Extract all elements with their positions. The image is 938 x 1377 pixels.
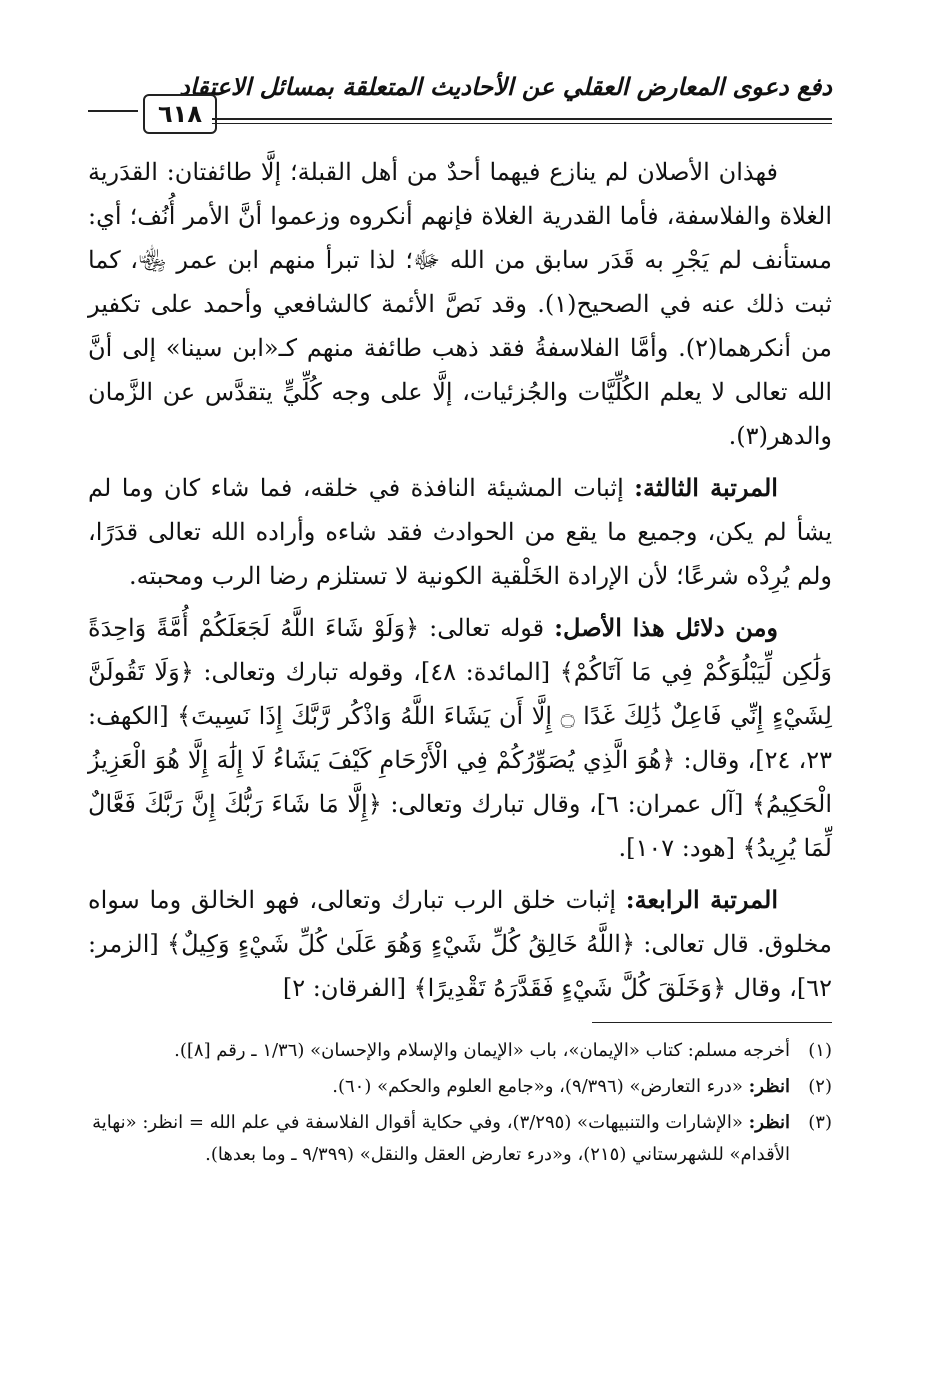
paragraph-1: فهذان الأصلان لم ينازع فيهما أحدٌ من أهل القبلة؛ إلَّا طائفتان: القدَرية الغلاة والفلاسفة، فأما القدرية الغلاة فإنهم أنكروه وزعموا أنَّ الأمر أُنُف؛ أي: مستأنف لم يَجْرِ به قَدَر سابق من الله ﷻ؛ لذا تبرأ منهم ابن عمر ﵄، كما ثبت ذلك عنه في الصحيح(١). وقد نَصَّ الأئمة كالشافعي وأحمد على تكفير من أنكرهما(٢). وأمَّا الفلاسفةُ فقد ذهب طائفة منهم كـ«ابن سينا» إلى أنَّ الله تعالى لا يعلم الكُلِّيَّات والجُزئيات، إلَّا على وجه كُلِّيٍّ يتقدَّس عن الزَّمان والدهر(٣). [88, 158, 832, 450]
running-title: دفع دعوى المعارض العقلي عن الأحاديث المتعلقة بمسائل الاعتقاد [179, 72, 832, 101]
footnote-text: «درء التعارض» (٩/٣٩٦)، و«جامع العلوم والحكم» (٦٠). [332, 1076, 743, 1097]
footnote-separator [592, 1022, 832, 1023]
footnote-text: «الإشارات والتنبيهات» (٣/٢٩٥)، وفي حكاية أقوال الفلاسفة في علم الله = انظر: «نهاية الأقدام» للشهرستاني (٢١٥)، و«درء تعارض العقل والنقل» (٩/٣٩٩ ـ وما بعدها). [92, 1112, 790, 1165]
footnotes [88, 1035, 832, 1171]
footnote-number: (٣) [808, 1112, 832, 1133]
evidence-label: ومن دلائل هذا الأصل: [554, 613, 779, 642]
section-label-4: المرتبة الرابعة: [625, 885, 778, 914]
page-number: ٦١٨ [143, 94, 217, 134]
book-page [88, 64, 832, 1175]
paragraph-4 [88, 878, 832, 1010]
footnote-number: (٢) [808, 1076, 832, 1097]
paragraph-3 [88, 606, 832, 870]
footnote-body [88, 1107, 790, 1171]
paragraph-4-text: إثبات خلق الرب تبارك وتعالى، فهو الخالق وما سواه مخلوق. قال تعالى: ﴿اللَّهُ خَالِقُ كُلِّ شَيْءٍ وَهُوَ عَلَىٰ كُلِّ شَيْءٍ وَكِيلٌ﴾ [الزمر: ٦٢]، وقال ﴿وَخَلَقَ كُلَّ شَيْءٍ فَقَدَّرَهُ تَقْدِيرًا﴾ [الفرقان: ٢] [88, 886, 832, 1002]
footnote-label: انظر: [748, 1112, 790, 1133]
footnote-body [88, 1071, 790, 1103]
footnote [88, 1107, 832, 1171]
header-rule [212, 118, 832, 124]
section-label-3: المرتبة الثالثة: [634, 473, 778, 502]
paragraph-3-text: قوله تعالى: ﴿وَلَوْ شَاءَ اللَّهُ لَجَعَلَكُمْ أُمَّةً وَاحِدَةً وَلَٰكِن لِّيَبْلُوَكُمْ فِي مَا آتَاكُمْ﴾ [المائدة: ٤٨]، وقوله تبارك وتعالى: ﴿وَلَا تَقُولَنَّ لِشَيْءٍ إِنِّي فَاعِلٌ ذَٰلِكَ غَدًا ۝ إِلَّا أَن يَشَاءَ اللَّهُ وَاذْكُر رَّبَّكَ إِذَا نَسِيتَ﴾ [الكهف: ٢٣، ٢٤]، وقال: ﴿هُوَ الَّذِي يُصَوِّرُكُمْ فِي الْأَرْحَامِ كَيْفَ يَشَاءُ لَا إِلَٰهَ إِلَّا هُوَ الْعَزِيزُ الْحَكِيمُ﴾ [آل عمران: ٦]، وقال تبارك وتعالى: ﴿إِلَّا مَا شَاءَ رَبُّكَ إِنَّ رَبَّكَ فَعَّالٌ لِّمَا يُرِيدُ﴾ [هود: ١٠٧]. [88, 614, 833, 862]
footnote [88, 1035, 832, 1067]
paragraph-2 [88, 466, 832, 598]
paragraph-2-text: إثبات المشيئة النافذة في خلقه، فما شاء كان وما لم يشأ لم يكن، وجميع ما يقع من الحوادث فقد شاءه وأراده الله تعالى قدَرًا، ولم يُرِدْه شرعًا؛ لأن الإرادة الخَلْقية الكونية لا تستلزم رضا الرب ومحبته. [88, 474, 832, 590]
main-text [88, 150, 832, 1010]
page-header [88, 64, 832, 134]
footnote-text: أخرجه مسلم: كتاب «الإيمان»، باب «الإيمان والإسلام والإحسان» (١/٣٦ ـ رقم [٨]). [174, 1040, 790, 1061]
footnote [88, 1071, 832, 1103]
footnote-label: انظر: [748, 1076, 790, 1097]
footnote-number: (١) [808, 1040, 832, 1061]
header-dash [88, 110, 138, 112]
